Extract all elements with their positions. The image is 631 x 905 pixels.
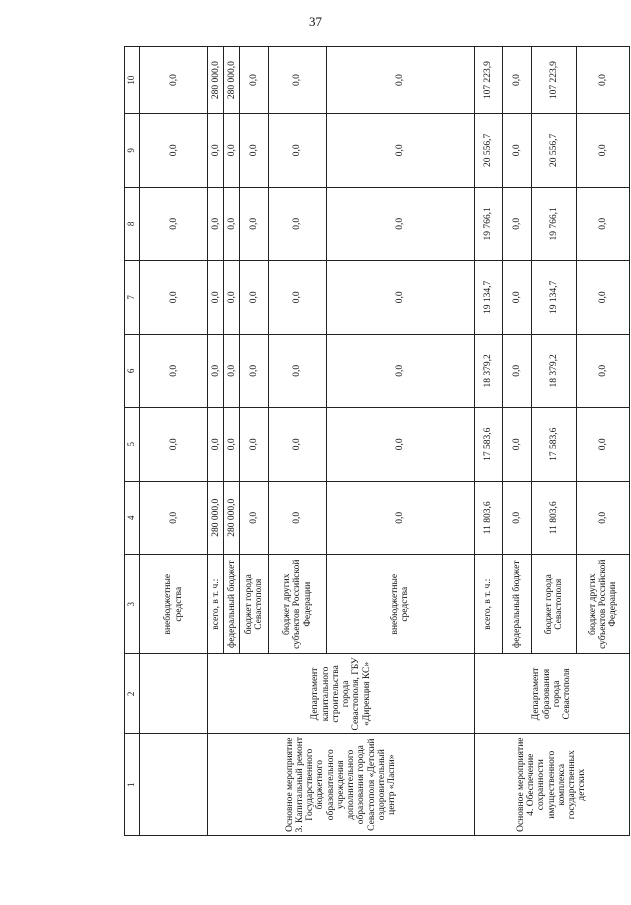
value-cell: 0,0 [208, 334, 224, 407]
column-number: 9 [125, 114, 140, 187]
value-cell: 0,0 [577, 481, 630, 554]
value-cell: 0,0 [224, 261, 240, 334]
page-number: 37 [309, 14, 322, 29]
value-cell: 0,0 [503, 481, 532, 554]
value-cell: 0,0 [577, 408, 630, 481]
measure-name-cell: Основное мероприятие 4. Обеспечение сохранности имущественного комплекса государственных детских [474, 734, 629, 836]
value-cell: 0,0 [269, 47, 327, 114]
value-cell: 0,0 [503, 408, 532, 481]
executor-cell [140, 654, 208, 734]
value-cell: 0,0 [327, 114, 475, 187]
value-cell: 0,0 [208, 187, 224, 260]
column-number: 10 [125, 47, 140, 114]
value-cell: 0,0 [327, 261, 475, 334]
value-cell: 0,0 [577, 47, 630, 114]
column-number: 1 [125, 734, 140, 836]
value-cell: 19 766,1 [474, 187, 503, 260]
column-number: 5 [125, 408, 140, 481]
value-cell: 280 000,0 [208, 47, 224, 114]
value-cell: 0,0 [577, 114, 630, 187]
value-cell: 0,0 [240, 481, 269, 554]
source-cell: федеральный бюджет [503, 555, 532, 654]
value-cell: 0,0 [503, 187, 532, 260]
value-cell: 0,0 [140, 261, 208, 334]
value-cell: 0,0 [269, 334, 327, 407]
source-cell: внебюджетные средства [140, 555, 208, 654]
value-cell: 0,0 [240, 334, 269, 407]
executor-cell: Департамент капитального строительства города Севастополя, ГБУ «Дирекция КС» [208, 654, 474, 734]
value-cell: 0,0 [577, 334, 630, 407]
value-cell: 0,0 [577, 187, 630, 260]
source-cell: всего, в т. ч.: [208, 555, 224, 654]
value-cell: 0,0 [240, 47, 269, 114]
column-number-row [125, 47, 140, 836]
value-cell: 0,0 [208, 408, 224, 481]
value-cell: 0,0 [140, 187, 208, 260]
column-number: 3 [125, 555, 140, 654]
value-cell: 11 803,6 [474, 481, 503, 554]
executor-cell: Департамент образования города Севастополя [474, 654, 629, 734]
value-cell: 0,0 [269, 261, 327, 334]
column-number: 4 [125, 481, 140, 554]
value-cell: 0,0 [140, 481, 208, 554]
table-row [474, 47, 503, 836]
value-cell: 18 379,2 [474, 334, 503, 407]
value-cell: 19 134,7 [474, 261, 503, 334]
value-cell: 0,0 [269, 408, 327, 481]
value-cell: 19 134,7 [532, 261, 577, 334]
column-number: 8 [125, 187, 140, 260]
value-cell: 17 583,6 [474, 408, 503, 481]
value-cell: 107 223,9 [474, 47, 503, 114]
value-cell: 20 556,7 [532, 114, 577, 187]
column-number: 2 [125, 654, 140, 734]
value-cell: 19 766,1 [532, 187, 577, 260]
value-cell: 0,0 [327, 408, 475, 481]
budget-table-sheet [124, 46, 630, 836]
value-cell: 0,0 [224, 408, 240, 481]
value-cell: 0,0 [327, 187, 475, 260]
value-cell: 0,0 [224, 187, 240, 260]
value-cell: 0,0 [140, 408, 208, 481]
value-cell: 0,0 [269, 114, 327, 187]
source-cell: внебюджетные средства [327, 555, 475, 654]
value-cell: 280 000,0 [208, 481, 224, 554]
value-cell: 0,0 [327, 47, 475, 114]
value-cell: 0,0 [503, 114, 532, 187]
measure-name-cell [140, 734, 208, 836]
value-cell: 0,0 [140, 114, 208, 187]
source-cell: бюджет города Севастополя [240, 555, 269, 654]
source-cell: бюджет других субъектов Российской Федерации [269, 555, 327, 654]
value-cell: 17 583,6 [532, 408, 577, 481]
value-cell: 280 000,0 [224, 481, 240, 554]
value-cell: 0,0 [224, 114, 240, 187]
source-cell: всего, в т. ч.: [474, 555, 503, 654]
value-cell: 107 223,9 [532, 47, 577, 114]
value-cell: 280 000,0 [224, 47, 240, 114]
value-cell: 0,0 [327, 334, 475, 407]
value-cell: 0,0 [327, 481, 475, 554]
value-cell: 0,0 [240, 261, 269, 334]
value-cell: 0,0 [240, 187, 269, 260]
table-row [140, 47, 208, 836]
value-cell: 18 379,2 [532, 334, 577, 407]
value-cell: 0,0 [503, 47, 532, 114]
value-cell: 0,0 [269, 481, 327, 554]
value-cell: 0,0 [208, 261, 224, 334]
source-cell: бюджет города Севастополя [532, 555, 577, 654]
value-cell: 0,0 [240, 114, 269, 187]
table-row [208, 47, 224, 836]
value-cell: 0,0 [208, 114, 224, 187]
value-cell: 0,0 [503, 261, 532, 334]
value-cell: 0,0 [577, 261, 630, 334]
value-cell: 0,0 [503, 334, 532, 407]
value-cell: 0,0 [240, 408, 269, 481]
value-cell: 0,0 [269, 187, 327, 260]
column-number: 7 [125, 261, 140, 334]
value-cell: 20 556,7 [474, 114, 503, 187]
value-cell: 11 803,6 [532, 481, 577, 554]
column-number: 6 [125, 334, 140, 407]
source-cell: федеральный бюджет [224, 555, 240, 654]
value-cell: 0,0 [140, 47, 208, 114]
source-cell: бюджет других субъектов Российской Федерации [577, 555, 630, 654]
value-cell: 0,0 [140, 334, 208, 407]
budget-table [124, 46, 630, 836]
value-cell: 0,0 [224, 334, 240, 407]
measure-name-cell: Основное мероприятие 3. Капитальный ремонт Государственного бюджетного образовательного учреждения дополнительного образования города Севастополя «Детский оздоровительный центр «Ласпи» [208, 734, 474, 836]
